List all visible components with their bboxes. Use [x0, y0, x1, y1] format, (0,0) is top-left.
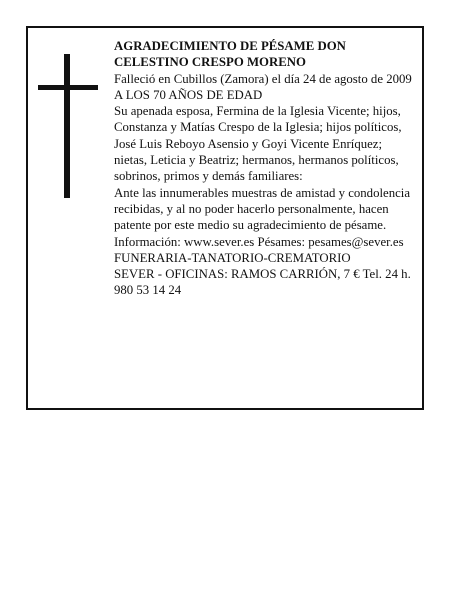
notice-text: [114, 38, 416, 299]
family-paragraph: Su apenada esposa, Fermina de la Iglesia Vicente; hijos, Constanza y Matías Crespo de la Iglesia; hijos políticos, José Luis Reboyo Asensio y Goyi Vicente Enríquez; nietas, Leticia y Beatriz; hermanos, hermanos políticos, sobrinos, primos y demás familiares:: [114, 104, 402, 184]
offices-line: SEVER - OFICINAS: RAMOS CARRIÓN, 7 € Tel. 24 h. 980 53 14 24: [114, 267, 411, 298]
funeral-home-name: FUNERARIA-TANATORIO-CREMATORIO: [114, 250, 351, 265]
contact-info: Información: www.sever.es Pésames: pesames@sever.es: [114, 234, 404, 249]
latin-cross-icon: [38, 54, 98, 198]
thanks-paragraph: Ante las innumerables muestras de amistad y condolencia recibidas, y al no poder hacerlo personalmente, hacen patente por este medio su agradecimiento de pésame.: [114, 185, 411, 233]
notice-title: AGRADECIMIENTO DE PÉSAME DON CELESTINO CRESPO MORENO: [114, 39, 346, 70]
cross-vertical-bar: [64, 54, 70, 198]
death-line: Falleció en Cubillos (Zamora) el día 24 de agosto de 2009: [114, 71, 412, 86]
age-line: A LOS 70 AÑOS DE EDAD: [114, 87, 263, 102]
cross-horizontal-bar: [38, 85, 98, 90]
